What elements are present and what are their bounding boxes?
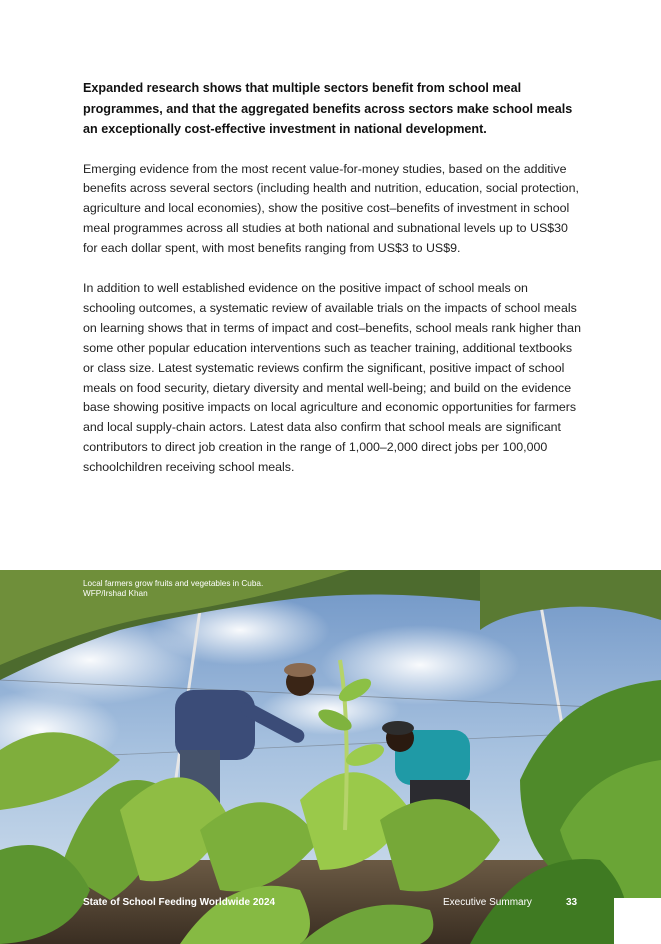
lead-paragraph: Expanded research shows that multiple sectors benefit from school meal programmes, and that the aggregated benefits across sectors make school meals an exceptionally cost-effective investment in national development. [83,81,573,136]
paragraph-2: In addition to well established evidence on the positive impact of school meals on schooling outcomes, a systematic review of available trials on the impacts of school meals on learning shows that in terms of impact and cost–benefits, school meals rank higher than some other popular education interventions such as teacher training, additional textbooks or class size. Latest systematic reviews confirm the significant, positive impact of school meals on food security, dietary diversity and mental well-being; and build on the evidence base showing positive impacts on local agriculture and economic opportunities for farmers and local supply-chain actors. Latest data also confirm that school meals are significant contributors to direct job creation in the range of 1,000–2,000 direct jobs per 100,000 schoolchildren receiving school meals. [83,281,581,475]
footer-section: Executive Summary [443,897,532,908]
photo-caption [83,579,263,599]
photo-credit: WFP/Irshad Khan [83,589,148,598]
page-number: 33 [566,897,578,908]
paragraph-1: Emerging evidence from the most recent value-for-money studies, based on the additive benefits across several sectors (including health and nutrition, education, social protection, agriculture and local economies), show the positive cost–benefits of investment in school meal programmes across all studies at both national and subnational levels up to US$30 for each dollar spent, with most benefits ranging from US$3 to US$9. [83,161,579,256]
footer-publication: State of School Feeding Worldwide 2024 [83,897,276,908]
caption-text: Local farmers grow fruits and vegetables in Cuba. [83,579,264,588]
body-text [83,78,583,498]
corner-block [614,898,661,944]
farmers-photo [0,570,661,944]
